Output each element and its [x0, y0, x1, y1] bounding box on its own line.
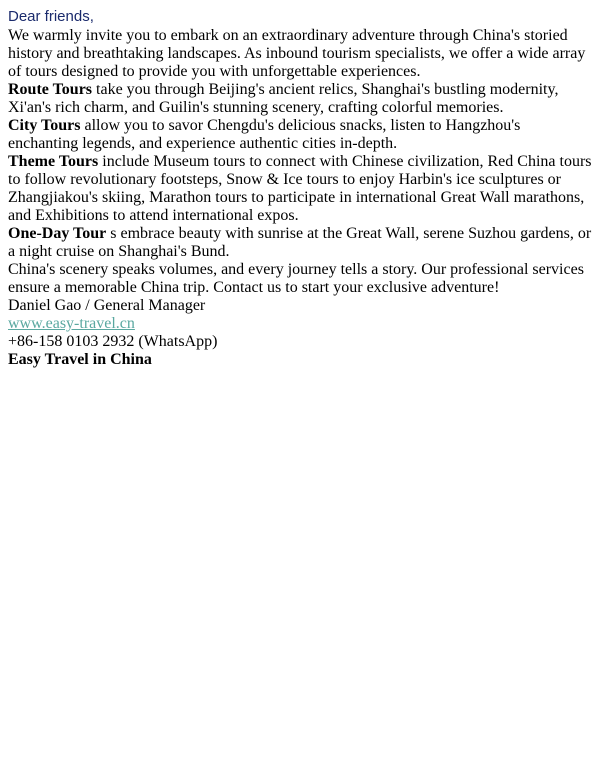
phone-number: +86-158 0103 2932 (WhatsApp) — [8, 333, 218, 350]
one-day-tour-paragraph — [8, 225, 592, 261]
letter-body — [0, 0, 600, 369]
route-tours-text: take you through Beijing's ancient relics, Shanghai's bustling modernity, Xi'an's rich charm, and Guilin's stunning scenery, crafting colorful memories. — [8, 81, 559, 116]
route-tours-label: Route Tours — [8, 81, 93, 98]
route-tours-paragraph — [8, 81, 592, 117]
city-tours-text: allow you to savor Chengdu's delicious snacks, listen to Hangzhou's enchanting legends, and experience authentic cities in-depth. — [8, 117, 521, 152]
intro-paragraph: We warmly invite you to embark on an extraordinary adventure through China's storied history and breathtaking landscapes. As inbound tourism specialists, we offer a wide array of tours designed to provide you with unforgettable experiences. — [8, 27, 586, 80]
website-link[interactable]: www.easy-travel.cn — [8, 315, 135, 332]
closing-paragraph: China's scenery speaks volumes, and every journey tells a story. Our professional services ensure a memorable China trip. Contact us to start your exclusive adventure! — [8, 261, 584, 296]
city-tours-label: City Tours — [8, 117, 81, 134]
theme-tours-paragraph — [8, 153, 592, 225]
city-tours-paragraph — [8, 117, 592, 153]
company-name: Easy Travel in China — [8, 351, 152, 368]
one-day-tour-text: s embrace beauty with sunrise at the Great Wall, serene Suzhou gardens, or a night cruise on Shanghai's Bund. — [8, 225, 592, 260]
greeting: Dear friends, — [8, 8, 94, 25]
theme-tours-label: Theme Tours — [8, 153, 99, 170]
signature-name: Daniel Gao / General Manager — [8, 297, 206, 314]
theme-tours-text: include Museum tours to connect with Chinese civilization, Red China tours to follow revolutionary footsteps, Snow & Ice tours to enjoy Harbin's ice sculptures or Zhangjiakou's skiing, Marathon tours to participate in international Great Wall marathons, and Exhibitions to attend international expos. — [8, 153, 592, 224]
one-day-tour-label: One-Day Tour — [8, 225, 107, 242]
